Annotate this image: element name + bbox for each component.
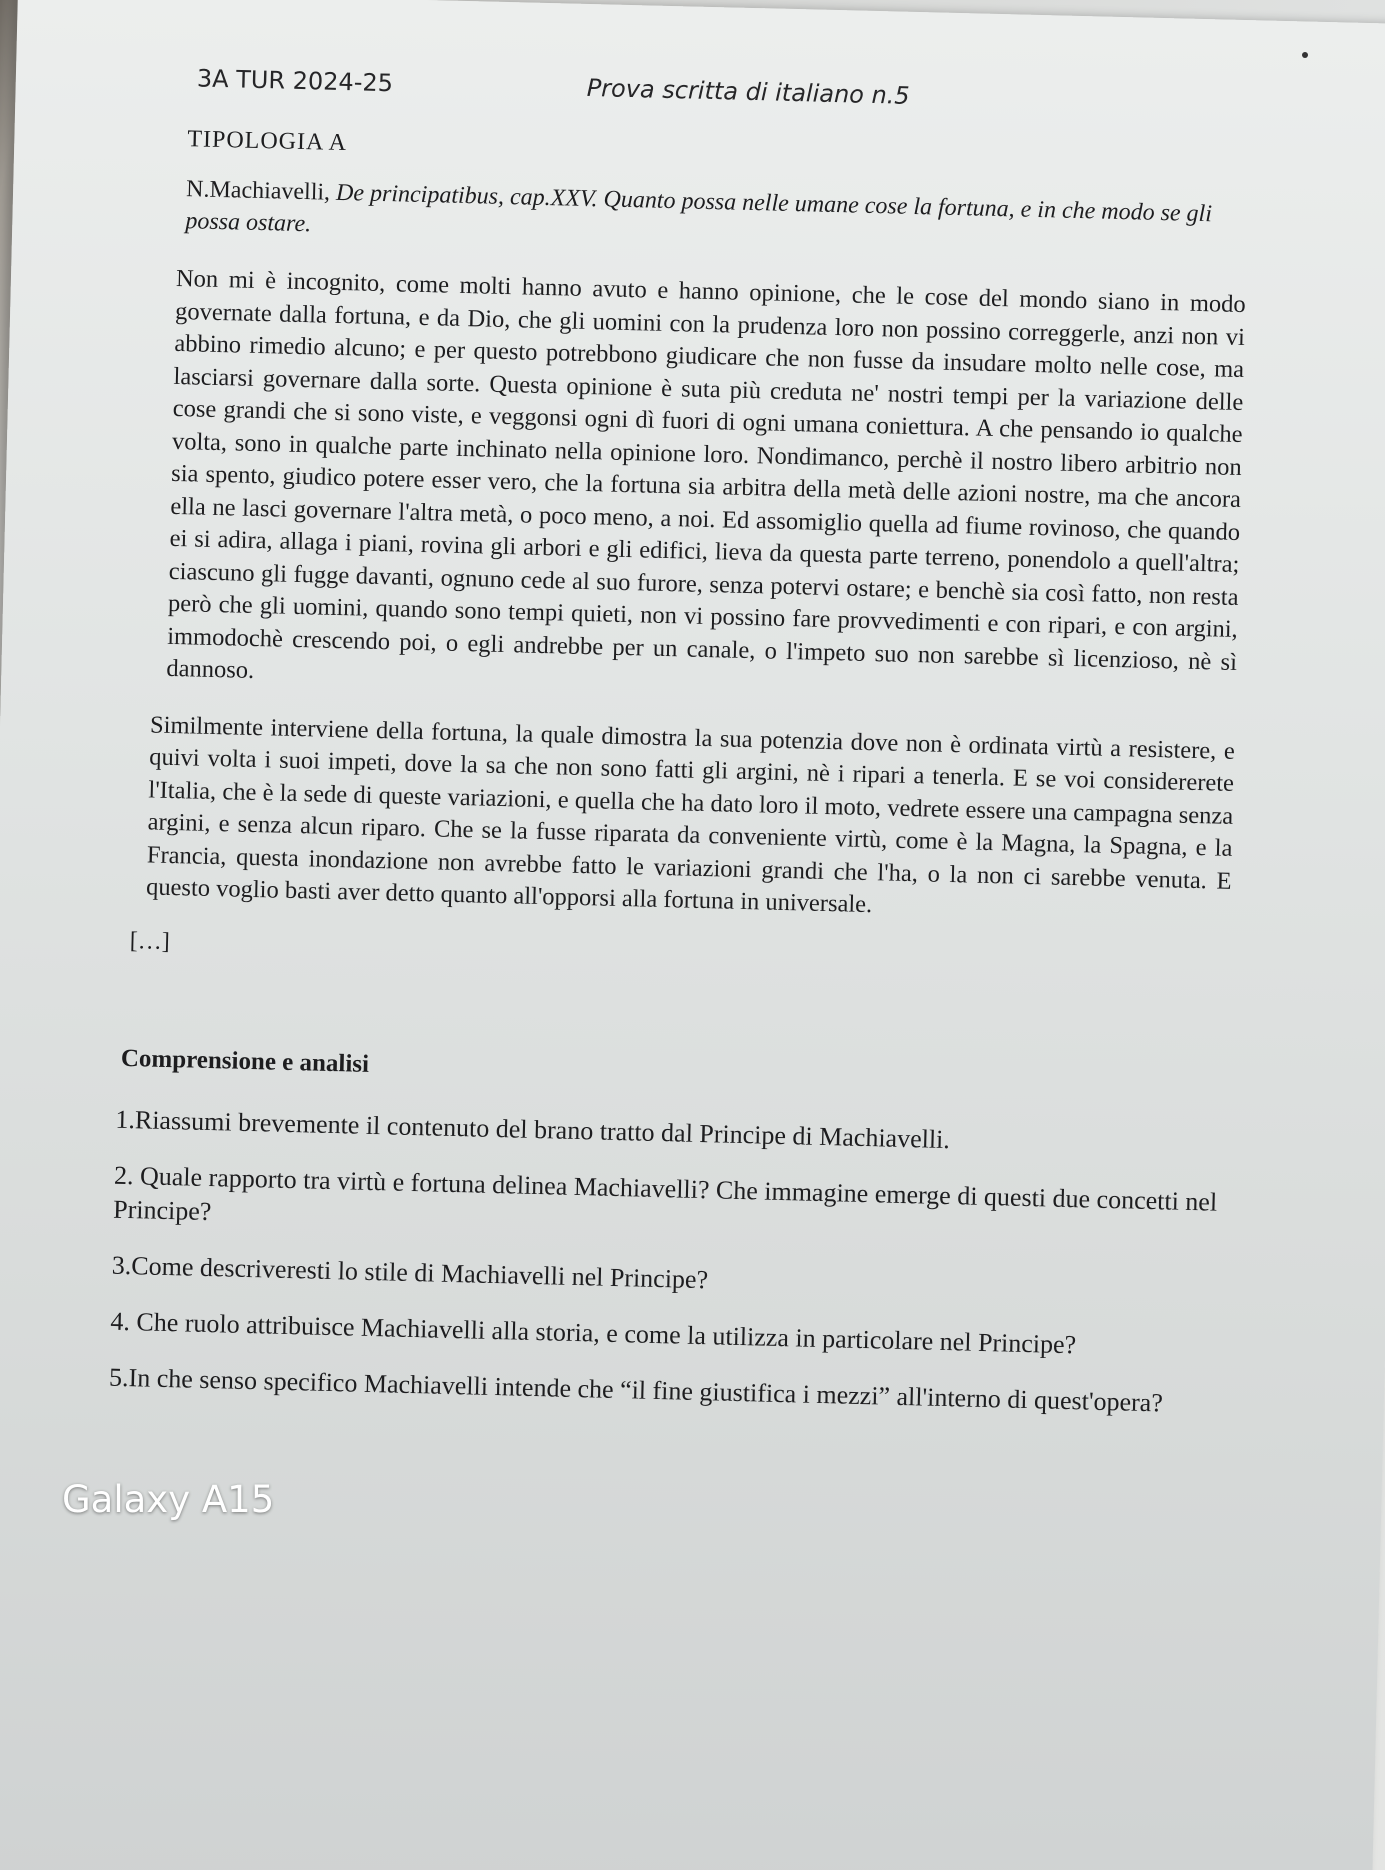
question-4: 4. Che ruolo attribuisce Machiavelli alla storia, e come la utilizza in particolare nel Principe?	[110, 1306, 1077, 1359]
document-content	[78, 62, 1251, 1443]
document-header	[111, 62, 1251, 118]
tipologia-heading: TIPOLOGIA A	[187, 126, 348, 157]
question-2: 2. Quale rapporto tra virtù e fortuna delinea Machiavelli? Che immagine emerge di questi due concetti nel Principe?	[112, 1160, 1218, 1226]
paper-mark-dot	[1302, 52, 1308, 58]
question-1: 1.Riassumi brevemente il contenuto del brano tratto dal Principe di Machiavelli.	[115, 1104, 951, 1154]
section-title: Comprensione e analisi	[120, 1044, 370, 1078]
source-citation	[185, 173, 1248, 263]
question-5: 5.In che senso specifico Machiavelli intende che “il fine giustifica i mezzi” all'interno di quest'opera?	[108, 1362, 1164, 1417]
source-title: De principatibus, cap.XXV. Quanto possa nelle umane cose la fortuna, e in che modo se gli possa ostare.	[185, 179, 1213, 238]
omission-mark: […]	[129, 927, 171, 955]
class-label: 3A TUR 2024-25	[196, 64, 394, 98]
passage-paragraph-2: Similmente interviene della fortuna, la quale dimostra la sua potenzia dove non è ordinata virtù a resistere, e quivi volta i suoi impeti, dove la sa che non sono fatti gli argini, nè i ripari a tenerla. E se voi considererete l'Italia, che è la sede di queste variazioni, e quella che ha dato loro il moto, vedrete essere una campagna senza argini, e senza alcun riparo. Che se la fusse riparata da conveniente virtù, come è la Magna, la Spagna, e la Francia, questa inondazione non avrebbe fatto le variazioni grandi che l'ha, o la non ci sarebbe venuta. E questo voglio basti aver detto quanto all'opporsi alla fortuna in universale.	[145, 710, 1236, 919]
passage-paragraph-1: Non mi è incognito, come molti hanno avuto e hanno opinione, che le cose del mondo siano in modo governate dalla fortuna, e da Dio, che gli uomini con la prudenza loro non possino correggerle, anzi non vi abbino rimedio alcuno; e per questo potrebbono giudicare che non fusse da insudare molto nelle cose, ma lasciarsi governare dalla sorte. Questa opinione è suta più creduta ne' nostri tempi per la variazione delle cose grandi che si sono viste, e veggonsi ogni dì fuori di ogni umana coniettura. A che pensando io qualche volta, sono in qualche parte inchinato nella opinione loro. Nondimanco, perchè il nostro libero arbitrio non sia spento, giudico potere esser vero, che la fortuna sia arbitra della metà delle azioni nostre, ma che ancora ella ne lasci governare l'altra metà, o poco meno, a noi. Ed assomiglio quella ad fiume rovinoso, che quando ei si adira, allaga i piani, rovina gli arbori e gli edifici, lieva da questa parte terreno, ponendolo a quell'altra; ciascuno gli fugge davanti, ognuno cede al suo furore, senza potervi ostare; e benchè sia così fatto, non resta però che gli uomini, quando sono tempi quieti, non vi possino fare provvedimenti e con ripari, e con argini, immodochè crescendo poi, o egli andrebbe per un canale, o l'impeto suo non sarebbe sì licenzioso, nè sì dannoso.	[166, 264, 1247, 684]
camera-watermark: Galaxy A15	[62, 1478, 275, 1521]
source-author: N.Machiavelli,	[185, 176, 337, 206]
question-3: 3.Come descriveresti lo stile di Machiavelli nel Principe?	[111, 1250, 709, 1294]
test-title: Prova scritta di italiano n.5	[586, 73, 910, 110]
